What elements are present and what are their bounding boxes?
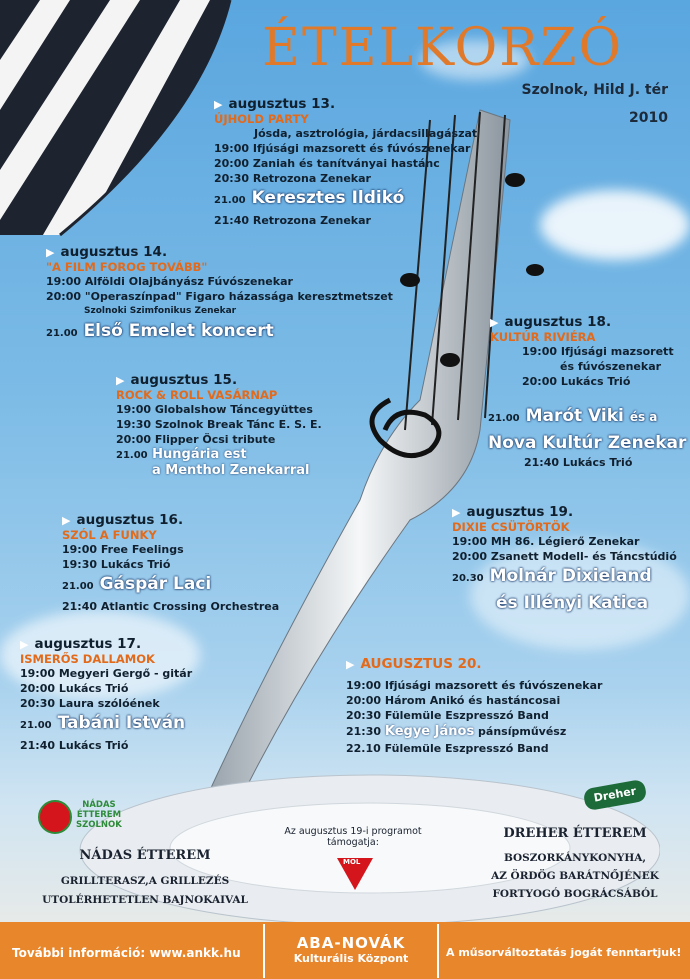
year-text: 2010: [629, 110, 668, 126]
day-date: ▶ augusztus 13.: [214, 96, 477, 112]
program-row: 20:30 Fülemüle Eszpresszó Band: [346, 709, 549, 722]
day-date: ▶ augusztus 17.: [20, 636, 192, 652]
day-aug-16: [62, 512, 279, 614]
headliner: 21.00 Gáspár Laci: [62, 574, 212, 594]
day-aug-19: [452, 504, 677, 615]
day-aug-13: [214, 96, 477, 228]
nadas-restaurant: NÁDAS ÉTTEREM GRILLTERASZ,A GRILLEZÉS UTOLÉRHETETLEN BAJNOKAIVAL: [42, 848, 248, 906]
day-theme: ISMERŐS DALLAMOK: [20, 652, 155, 666]
day-date: ▶ augusztus 15.: [116, 372, 322, 388]
program-row: 20:00 Zsanett Modell- és Táncstúdió: [452, 550, 677, 563]
day-date: ▶ AUGUSZTUS 20.: [346, 656, 602, 672]
program-row: 20:00 Lukács Trió: [20, 682, 129, 695]
program-row: 20:00 Lukács Trió: [522, 375, 631, 388]
day-date: ▶ augusztus 16.: [62, 512, 279, 528]
disclaimer-text: A műsorváltoztatás jogát fenntartjuk!: [446, 946, 682, 959]
day-aug-15: [116, 372, 322, 478]
dreher-restaurant: DREHER ÉTTEREM BOSZORKÁNYKONYHA, AZ ÖRDÖG BARÁTNŐJÉNEK FORTYOGÓ BOGRÁCSÁBÓL: [491, 826, 659, 900]
headliner: 21.00 Első Emelet koncert: [46, 321, 274, 341]
program-row: 19:00 Ifjúsági mazsorett és fúvószenekar: [214, 142, 471, 155]
nadas-logo-text: NÁDAS ÉTTEREM SZOLNOK: [76, 800, 122, 830]
headliner-line2: és Illényi Katica: [496, 593, 649, 613]
day-date: ▶ augusztus 18.: [490, 314, 674, 330]
mol-logo-text: MOL: [343, 858, 361, 866]
program-row: és fúvószenekar: [560, 360, 662, 373]
day-aug-18: [490, 314, 674, 389]
day-theme: KULTÚR RIVIÉRA: [490, 330, 596, 344]
program-row: 19:00 Free Feelings: [62, 543, 184, 556]
program-row: 22.10 Fülemüle Eszpresszó Band: [346, 742, 549, 755]
info-link[interactable]: További információ: www.ankk.hu: [12, 946, 241, 960]
program-row: 21:40 Atlantic Crossing Orchestrea: [62, 600, 280, 613]
program-note: Szolnoki Szimfonikus Zenekar: [84, 306, 237, 316]
program-row: 19:00 MH 86. Légierő Zenekar: [452, 535, 640, 548]
day-theme: ROCK & ROLL VASÁRNAP: [116, 388, 278, 402]
program-row: 20:30 Laura szólóének: [20, 697, 160, 710]
program-row: 21:30 Kegye János pánsípművész: [346, 724, 567, 739]
program-row: 21:40 Lukács Trió: [524, 456, 633, 469]
day-aug-14: [46, 244, 393, 346]
aba-novak-logo: ABA-NOVÁK Kulturális Központ: [263, 924, 439, 978]
day-intro: Jósda, asztrológia, járdacsillagászat: [254, 127, 478, 140]
program-row: 19:00 Ifjúsági mazsorett és fúvószenekar: [346, 679, 603, 692]
headliner: 20.30 Molnár Dixieland: [452, 566, 652, 586]
program-row: 20:00 Három Anikó és hastáncosai: [346, 694, 561, 707]
nadas-logo-icon: [38, 800, 72, 834]
program-row: 20:00 Zaniah és tanítványai hastánc: [214, 157, 440, 170]
day-date: ▶ augusztus 14.: [46, 244, 393, 260]
headliner: 21.00 Tabáni István: [20, 713, 186, 733]
headliner-line2: Nova Kultúr Zenekar: [488, 433, 687, 453]
program-row: 21:40 Lukács Trió: [20, 739, 129, 752]
support-text: Az augusztus 19-i programot támogatja:: [284, 826, 422, 848]
program-row: 19:30 Szolnok Break Tánc E. S. E.: [116, 418, 322, 431]
dreher-logo: Dreher: [583, 779, 648, 811]
day-aug-17: [20, 636, 192, 753]
headliner: 21.00 Marót Viki és a: [488, 406, 658, 426]
headliner: 21.00 Keresztes Ildikó: [214, 188, 405, 208]
day-theme: "A FILM FOROG TOVÁBB": [46, 260, 208, 274]
program-row: 19:30 Lukács Trió: [62, 558, 171, 571]
headliner-line2: a Menthol Zenekarral: [152, 463, 310, 478]
program-row: 21:40 Retrozona Zenekar: [214, 214, 371, 227]
program-row: 20:00 Flipper Öcsi tribute: [116, 433, 276, 446]
day-theme: ÚJHOLD PARTY: [214, 112, 309, 126]
day-theme: SZÓL A FUNKY: [62, 528, 157, 542]
program-row: 20:30 Retrozona Zenekar: [214, 172, 371, 185]
program-row: 20:00 "Operaszínpad" Figaro házassága keresztmetszet: [46, 290, 393, 303]
program-row: 19:00 Alföldi Olajbányász Fúvószenekar: [46, 275, 293, 288]
program-row: 19:00 Globalshow Táncegyüttes: [116, 403, 313, 416]
day-date: ▶ augusztus 19.: [452, 504, 677, 520]
day-aug-18-headliner: [488, 404, 686, 470]
day-theme: DIXIE CSÜTÖRTÖK: [452, 520, 570, 534]
day-aug-20: [346, 656, 602, 756]
program-row: 19:00 Ifjúsági mazsorett: [522, 345, 674, 358]
location-text: Szolnok, Hild J. tér: [521, 82, 668, 98]
headliner: 21.00 Hungária est: [116, 447, 247, 462]
program-row: 19:00 Megyeri Gergő - gitár: [20, 667, 193, 680]
poster-title: ÉTELKORZÓ: [262, 18, 624, 78]
